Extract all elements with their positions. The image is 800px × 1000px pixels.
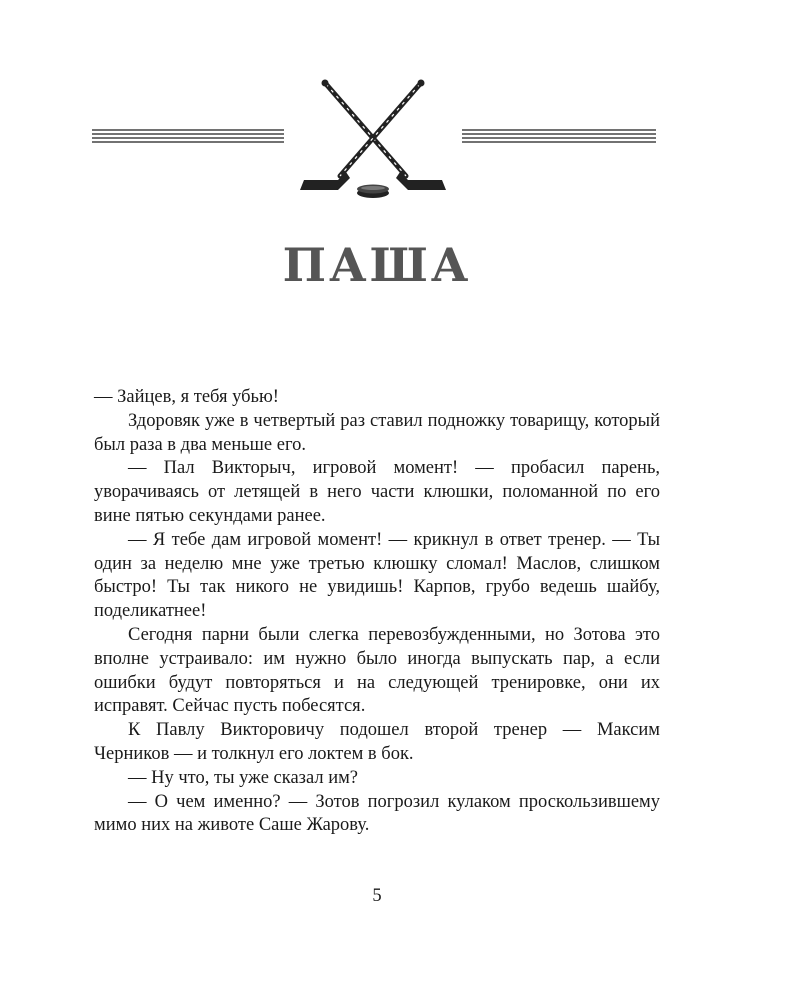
paragraph: Сегодня парни были слегка перевозбужденными, но Зотова это вполне устраивало: им нужно было иногда выпускать пар, а если ошибки будут повторяться и на следующей тренировке, они их исправят. Сейчас пусть побесятся. [94, 624, 660, 717]
paragraph: К Павлу Викторовичу подошел второй тренер — Максим Черников — и толкнул его локтем в бок. [94, 720, 660, 764]
left-rule-lines [92, 130, 284, 142]
paragraph: — Я тебе дам игровой момент! — крикнул в ответ тренер. — Ты один за неделю мне уже третью клюшку сломал! Маслов, слишком быстро! Ты так никого не увидишь! Карпов, грубо ведешь шайбу, поделикатнее! [94, 529, 660, 622]
paragraph: Здоровяк уже в четвертый раз ставил подножку товарищу, который был раза в два меньше его. [94, 410, 660, 455]
paragraph: — О чем именно? — Зотов погрозил кулаком проскользившему мимо них на животе Саше Жарову. [94, 791, 660, 836]
page-number: 5 [372, 886, 382, 906]
crossed-hockey-sticks-and-puck-icon [300, 80, 446, 199]
chapter-body [94, 386, 660, 838]
paragraph: — Ну что, ты уже сказал им? [128, 767, 359, 788]
paragraph: — Зайцев, я тебя убью! [94, 387, 279, 407]
chapter-title: ПАША [282, 238, 472, 292]
chapter-ornament [90, 72, 660, 207]
paragraph: — Пал Викторыч, игровой момент! — пробасил парень, уворачиваясь от летящей в него части клюшки, поломанной по его вине пятью секундами ранее. [94, 458, 660, 526]
right-rule-lines [462, 130, 656, 142]
